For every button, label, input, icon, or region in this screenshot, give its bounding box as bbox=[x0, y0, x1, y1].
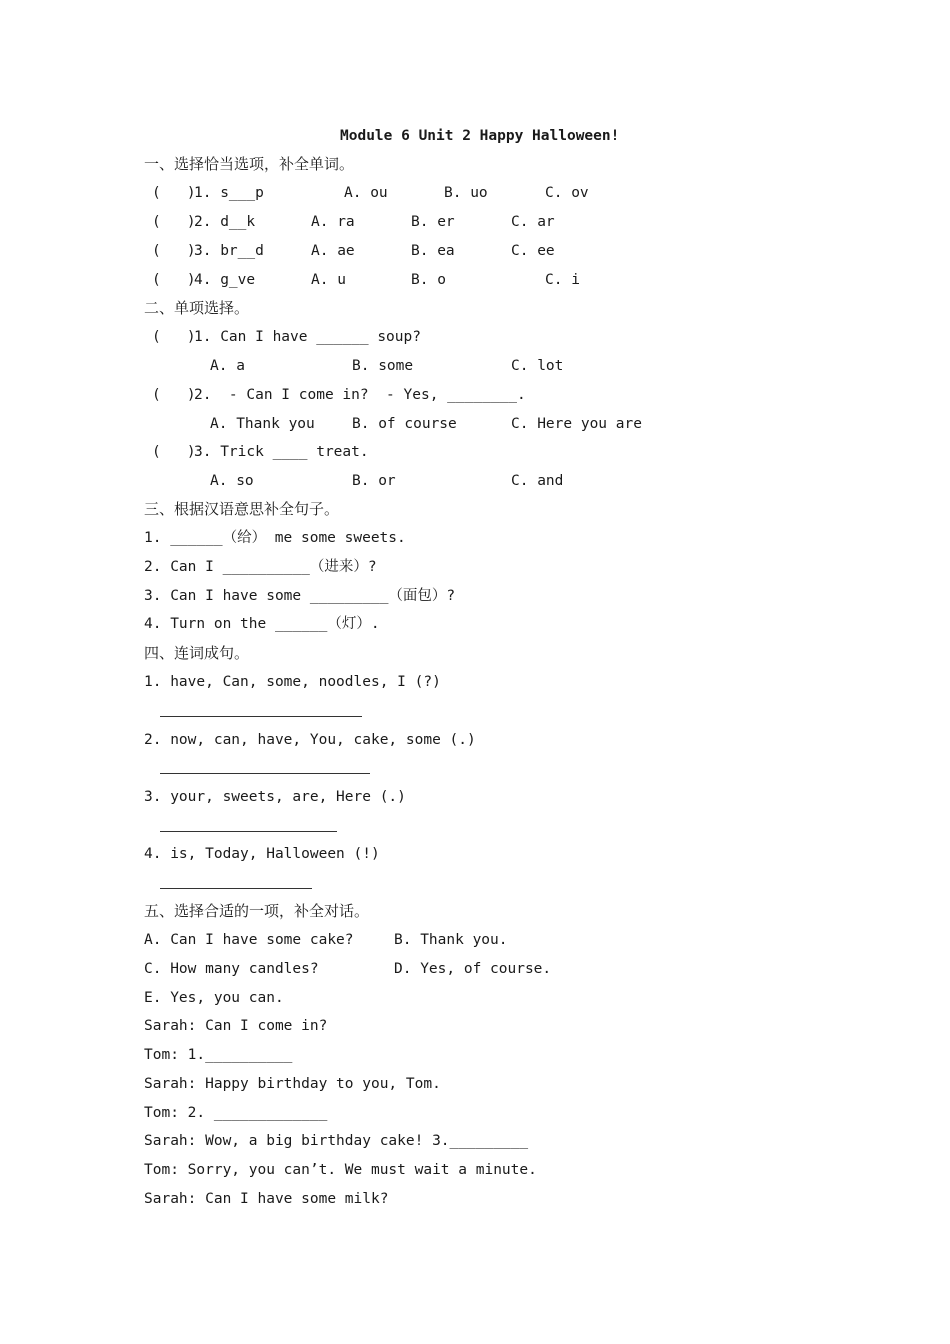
option-a: A. Thank you bbox=[210, 416, 315, 432]
dialogue-line: Sarah: Wow, a big birthday cake! 3._________ bbox=[144, 1133, 529, 1149]
option-b: B. some bbox=[352, 358, 414, 374]
question-text: 3. br__d bbox=[194, 243, 264, 259]
option-c: C. ov bbox=[545, 185, 589, 201]
option-c: C. i bbox=[545, 272, 580, 288]
section1-heading: 一、选择恰当选项，补全单词。 bbox=[144, 155, 355, 173]
fill-sentence: 2. Can I __________（进来）? bbox=[144, 559, 377, 575]
answer-paren: ( ) bbox=[152, 214, 196, 230]
question-text: 1. Can I have ______ soup? bbox=[194, 329, 421, 345]
dialogue-line: Tom: 2. _____________ bbox=[144, 1105, 328, 1121]
word-order-item: 1. have, Can, some, noodles, I (?) bbox=[144, 674, 441, 690]
option-b: B. uo bbox=[444, 185, 488, 201]
option-a: A. ra bbox=[311, 214, 355, 230]
answer-line bbox=[160, 716, 362, 717]
option-c: C. ar bbox=[511, 214, 555, 230]
dialogue-line: Tom: Sorry, you can’t. We must wait a minute. bbox=[144, 1162, 537, 1178]
section3-heading: 三、根据汉语意思补全句子。 bbox=[144, 500, 340, 518]
question-text: 3. Trick ____ treat. bbox=[194, 444, 369, 460]
answer-paren: ( ) bbox=[152, 243, 196, 259]
question-text: 2. d__k bbox=[194, 214, 256, 230]
page-title: Module 6 Unit 2 Happy Halloween! bbox=[340, 128, 620, 144]
question-text: 1. s___p bbox=[194, 185, 264, 201]
answer-paren: ( ) bbox=[152, 272, 196, 288]
word-order-item: 3. your, sweets, are, Here (.) bbox=[144, 789, 406, 805]
option-c: C. and bbox=[511, 473, 564, 489]
option-c: C. Here you are bbox=[511, 416, 642, 432]
answer-line bbox=[160, 831, 337, 832]
option-b: B. or bbox=[352, 473, 396, 489]
dialogue-line: Sarah: Can I come in? bbox=[144, 1018, 328, 1034]
answer-paren: ( ) bbox=[152, 185, 196, 201]
option-c: C. lot bbox=[511, 358, 564, 374]
option-c: C. ee bbox=[511, 243, 555, 259]
option-b: B. ea bbox=[411, 243, 455, 259]
option-b: B. of course bbox=[352, 416, 457, 432]
answer-paren: ( ) bbox=[152, 387, 196, 403]
dialogue-line: Sarah: Happy birthday to you, Tom. bbox=[144, 1076, 441, 1092]
section5-heading: 五、选择合适的一项，补全对话。 bbox=[144, 902, 370, 920]
fill-sentence: 3. Can I have some _________（面包）? bbox=[144, 588, 456, 604]
dialogue-option-b: B. Thank you. bbox=[394, 932, 508, 948]
option-a: A. ae bbox=[311, 243, 355, 259]
section4-heading: 四、连词成句。 bbox=[144, 644, 250, 662]
option-b: B. o bbox=[411, 272, 446, 288]
fill-sentence: 1. ______（给） me some sweets. bbox=[144, 530, 406, 546]
dialogue-option-e: E. Yes, you can. bbox=[144, 990, 284, 1006]
answer-paren: ( ) bbox=[152, 329, 196, 345]
dialogue-option-d: D. Yes, of course. bbox=[394, 961, 552, 977]
option-a: A. so bbox=[210, 473, 254, 489]
dialogue-option-a: A. Can I have some cake? bbox=[144, 932, 354, 948]
dialogue-line: Tom: 1.__________ bbox=[144, 1047, 293, 1063]
dialogue-option-c: C. How many candles? bbox=[144, 961, 319, 977]
question-text: 4. g_ve bbox=[194, 272, 256, 288]
option-a: A. u bbox=[311, 272, 346, 288]
option-a: A. ou bbox=[344, 185, 388, 201]
section2-heading: 二、单项选择。 bbox=[144, 299, 250, 317]
word-order-item: 2. now, can, have, You, cake, some (.) bbox=[144, 732, 476, 748]
word-order-item: 4. is, Today, Halloween (!) bbox=[144, 846, 380, 862]
answer-line bbox=[160, 888, 312, 889]
answer-paren: ( ) bbox=[152, 444, 196, 460]
fill-sentence: 4. Turn on the ______（灯）. bbox=[144, 616, 380, 632]
question-text: 2. - Can I come in? - Yes, ________. bbox=[194, 387, 526, 403]
option-a: A. a bbox=[210, 358, 245, 374]
dialogue-line: Sarah: Can I have some milk? bbox=[144, 1191, 389, 1207]
option-b: B. er bbox=[411, 214, 455, 230]
answer-line bbox=[160, 773, 370, 774]
